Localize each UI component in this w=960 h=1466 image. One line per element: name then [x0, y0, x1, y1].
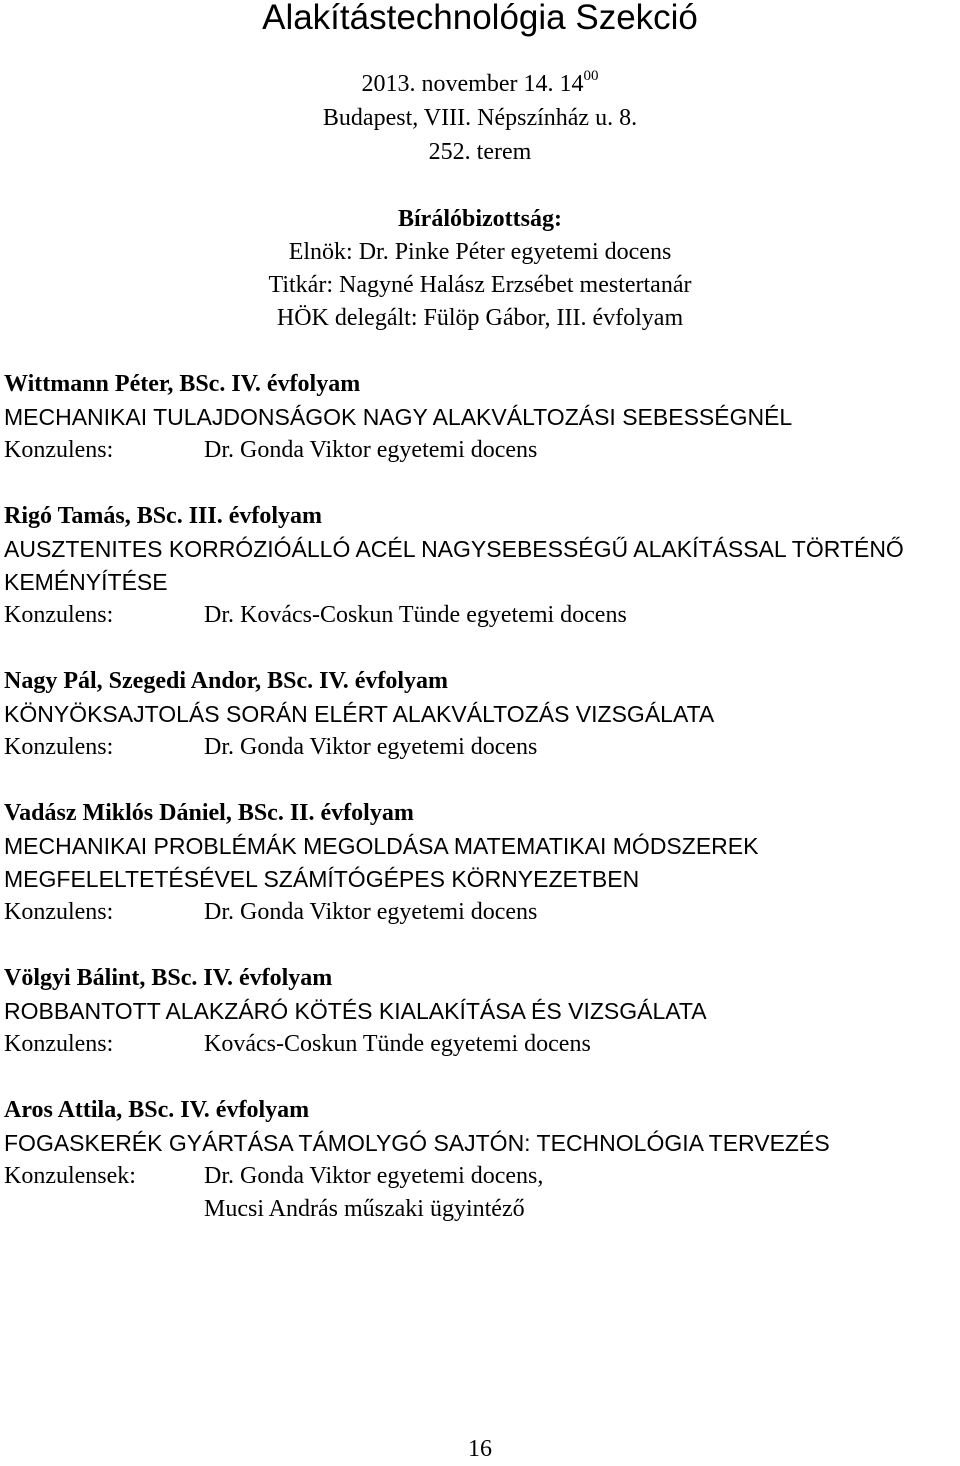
paper-title: ROBBANTOTT ALAKZÁRÓ KÖTÉS KIALAKÍTÁSA ÉS VIZSGÁLATA	[4, 998, 707, 1024]
event-address: Budapest, VIII. Népszínház u. 8.	[322, 105, 638, 131]
event-time-superscript: 00	[583, 68, 599, 84]
consultant-label: Konzulensek:	[4, 1163, 136, 1189]
consultant-label: Konzulens:	[4, 602, 114, 628]
presentation-entry	[4, 665, 954, 764]
student-name: Aros Attila, BSc. IV. évfolyam	[4, 1097, 310, 1123]
consultant-label: Konzulens:	[4, 899, 114, 925]
consultant-row	[4, 896, 954, 929]
presentation-entry	[4, 1094, 954, 1226]
presentation-entry	[4, 368, 954, 467]
consultant-row	[4, 731, 954, 764]
consultant-name: Mucsi András műszaki ügyintéző	[204, 1196, 525, 1222]
section-title: Alakítástechnológia Szekció	[262, 0, 698, 37]
consultant-name: Dr. Gonda Viktor egyetemi docens	[204, 437, 538, 463]
paper-title: MECHANIKAI TULAJDONSÁGOK NAGY ALAKVÁLTOZÁSI SEBESSÉGNÉL	[4, 404, 793, 430]
committee-chair: Elnök: Dr. Pinke Péter egyetemi docens	[288, 239, 672, 265]
page-number: 16	[468, 1436, 492, 1462]
event-date	[0, 68, 960, 101]
consultant-label: Konzulens:	[4, 734, 114, 760]
consultant-label: Konzulens:	[4, 1031, 114, 1057]
consultant-name: Dr. Gonda Viktor egyetemi docens,	[204, 1163, 544, 1189]
paper-title: MECHANIKAI PROBLÉMÁK MEGOLDÁSA MATEMATIKAI MÓDSZEREK MEGFELELTETÉSÉVEL SZÁMÍTÓGÉPES KÖRNYEZETBEN	[4, 833, 759, 892]
committee-secretary: Titkár: Nagyné Halász Erzsébet mestertanár	[268, 272, 692, 298]
student-name: Nagy Pál, Szegedi Andor, BSc. IV. évfolyam	[4, 668, 449, 694]
paper-title: KÖNYÖKSAJTOLÁS SORÁN ELÉRT ALAKVÁLTOZÁS VIZSGÁLATA	[4, 701, 715, 727]
committee-heading: Bírálóbizottság:	[398, 206, 562, 232]
consultant-name: Dr. Gonda Viktor egyetemi docens	[204, 899, 538, 925]
student-name: Rigó Tamás, BSc. III. évfolyam	[4, 503, 323, 529]
consultant-row	[4, 1160, 954, 1193]
paper-title: FOGASKERÉK GYÁRTÁSA TÁMOLYGÓ SAJTÓN: TECHNOLÓGIA TERVEZÉS	[4, 1130, 830, 1156]
consultant-label: Konzulens:	[4, 437, 114, 463]
consultant-name: Kovács-Coskun Tünde egyetemi docens	[204, 1031, 591, 1057]
presentation-entry	[4, 500, 954, 632]
student-name: Wittmann Péter, BSc. IV. évfolyam	[4, 371, 361, 397]
event-date-text: 2013. november 14. 14	[361, 71, 584, 97]
consultant-row	[4, 1028, 954, 1061]
presentation-list	[4, 368, 954, 1259]
consultant-row	[4, 434, 954, 467]
consultant-row	[4, 1193, 954, 1226]
consultant-label-spacer	[4, 1193, 204, 1226]
event-room: 252. terem	[428, 139, 532, 165]
committee-delegate: HÖK delegált: Fülöp Gábor, III. évfolyam	[276, 305, 684, 331]
presentation-entry	[4, 797, 954, 929]
consultant-name: Dr. Gonda Viktor egyetemi docens	[204, 734, 538, 760]
consultant-row	[4, 599, 954, 632]
presentation-entry	[4, 962, 954, 1061]
student-name: Völgyi Bálint, BSc. IV. évfolyam	[4, 965, 333, 991]
paper-title: AUSZTENITES KORRÓZIÓÁLLÓ ACÉL NAGYSEBESSÉGŰ ALAKÍTÁSSAL TÖRTÉNŐ KEMÉNYÍTÉSE	[4, 536, 904, 595]
consultant-name: Dr. Kovács-Coskun Tünde egyetemi docens	[204, 602, 627, 628]
student-name: Vadász Miklós Dániel, BSc. II. évfolyam	[4, 800, 414, 826]
